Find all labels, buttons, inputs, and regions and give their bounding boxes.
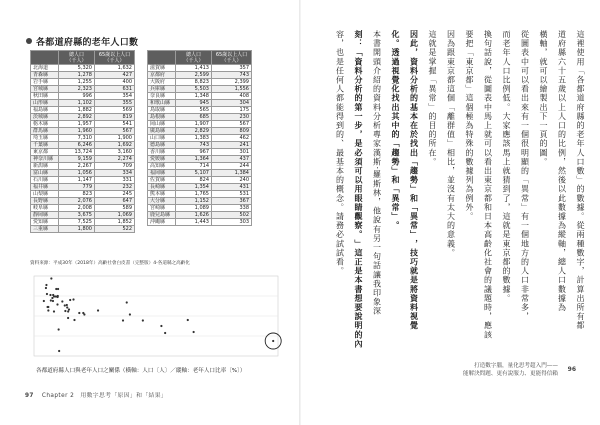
data-point [43, 300, 45, 302]
prefecture-name: 千葉縣 [31, 142, 59, 149]
elderly-population: 241 [212, 142, 252, 149]
data-point [64, 304, 66, 306]
text-column: 這裡使用「各都道府縣的老年人口數」的數據。從兩種數字，計算出所有都 [576, 30, 585, 331]
prefecture-name: 兵庫縣 [148, 86, 176, 93]
prefecture-name: 和歌山縣 [148, 100, 176, 107]
prefecture-name: 靜岡縣 [31, 212, 59, 219]
text-column: 因為跟東京都這個「離群值」相比，並沒有太大的意義。 [446, 30, 456, 258]
prefecture-name: 島根縣 [148, 114, 176, 121]
text-column: 換句話說，從圖表中馬上就可以看出東京都和日本高齡化社會的議題時，應該 [483, 30, 493, 340]
prefecture-name: 鹿兒島縣 [148, 212, 176, 219]
elderly-population: 331 [95, 177, 135, 184]
data-point [52, 300, 54, 302]
total-population: 2,892 [59, 114, 95, 121]
total-population: 2,076 [59, 198, 95, 205]
data-point [50, 277, 52, 279]
data-point [72, 298, 74, 300]
left-running-footer: Chapter 2 用數字思考「原因」和「結果」 [41, 393, 168, 399]
data-point [49, 294, 51, 296]
table-row [31, 114, 135, 121]
prefecture-name: 三重縣 [31, 226, 59, 233]
text-column: 橫軸，就可以繪製出下一頁的圖。 [539, 30, 548, 167]
total-population: 1,957 [59, 121, 95, 128]
data-point [51, 297, 53, 299]
elderly-population: 819 [95, 114, 135, 121]
table-row [148, 79, 252, 86]
prefecture-name: 大阪府 [148, 79, 176, 86]
total-population: 1,765 [176, 191, 212, 198]
elderly-population: 462 [212, 135, 252, 142]
data-point [122, 319, 124, 321]
prefecture-name: 鳥取縣 [148, 107, 176, 114]
right-page [300, 0, 600, 425]
total-population: 2,323 [59, 86, 95, 93]
table-row [31, 79, 135, 86]
table-row [31, 170, 135, 177]
total-population: 6,246 [59, 142, 95, 149]
data-point [45, 284, 47, 286]
total-population: 2,008 [59, 205, 95, 212]
table-row [148, 114, 252, 121]
data-point [53, 310, 55, 312]
prefecture-name: 愛媛縣 [148, 156, 176, 163]
elderly-population: 437 [212, 156, 252, 163]
elderly-population: 531 [212, 191, 252, 198]
text-column: 刻：「資料分析的第一步，是必須可以用眼睛觀察。」這正是本書想要說明的內 [354, 30, 363, 349]
elderly-population: 230 [212, 114, 252, 121]
text-column: 容，也是任何人都能得到的、最基本的概念。請務必試試看。 [335, 30, 345, 276]
elderly-population: 1,900 [95, 135, 135, 142]
total-population: 779 [59, 184, 95, 191]
table-row [148, 149, 252, 156]
elderly-population: 367 [212, 198, 252, 205]
table-row [31, 128, 135, 135]
header-elderly [95, 51, 135, 65]
elderly-population: 245 [95, 191, 135, 198]
table-row [148, 86, 252, 93]
data-point [73, 319, 75, 321]
table-row [148, 121, 252, 128]
header-unit: （千人） [221, 57, 242, 64]
prefecture-name: 廣島縣 [148, 128, 176, 135]
header-unit: （千人） [183, 57, 204, 64]
text-column: 從圖表中可以看出來有一個很明顯的「異常」有一個地方的人口非常多， [520, 30, 530, 322]
prefecture-name: 福井縣 [31, 184, 59, 191]
prefecture-name: 群馬縣 [31, 128, 59, 135]
prefecture-name: 福岡縣 [148, 170, 176, 177]
prefecture-name: 長崎縣 [148, 184, 176, 191]
header-total-label: 總人口 [68, 51, 84, 58]
total-population: 1,907 [176, 121, 212, 128]
data-point [82, 312, 84, 314]
prefecture-name: 富山縣 [31, 170, 59, 177]
prefecture-name: 宮城縣 [31, 86, 59, 93]
elderly-population: 809 [212, 128, 252, 135]
elderly-population: 334 [95, 170, 135, 177]
elderly-population: 240 [212, 177, 252, 184]
table-row [148, 142, 252, 149]
prefecture-name: 佐賀縣 [148, 177, 176, 184]
table-row [31, 205, 135, 212]
total-population: 9,159 [59, 156, 95, 163]
table-row [148, 219, 252, 226]
total-population: 945 [176, 100, 212, 107]
data-point [58, 350, 60, 352]
table-row [148, 65, 252, 72]
total-population: 1,626 [176, 212, 212, 219]
data-point [47, 306, 49, 308]
total-population: 2,599 [176, 72, 212, 79]
table-row [148, 184, 252, 191]
section-title [26, 35, 138, 48]
total-population: 1,960 [59, 128, 95, 135]
prefecture-name: 岐阜縣 [31, 205, 59, 212]
header-name [148, 51, 176, 65]
table-row [31, 72, 135, 79]
table-row [31, 86, 135, 93]
table-row [31, 191, 135, 198]
prefecture-name: 福島縣 [31, 107, 59, 114]
total-population: 1,152 [176, 198, 212, 205]
data-point [126, 301, 128, 303]
table-row [31, 149, 135, 156]
elderly-population: 427 [95, 72, 135, 79]
data-point [97, 309, 99, 311]
table-row [148, 100, 252, 107]
data-point [164, 332, 166, 334]
prefecture-name: 德島縣 [148, 142, 176, 149]
prefecture-name: 岩手縣 [31, 79, 59, 86]
data-point [160, 325, 162, 327]
text-column: 因此，資料分析的基本在於找出「趨勢」和「異常」，技巧就是將資料視覺 [409, 30, 419, 331]
elderly-population: 400 [95, 79, 135, 86]
elderly-population: 541 [95, 121, 135, 128]
data-point [66, 304, 68, 306]
elderly-population: 431 [212, 184, 252, 191]
prefecture-name: 栃木縣 [31, 121, 59, 128]
elderly-population: 1,632 [95, 65, 135, 72]
total-population: 714 [176, 163, 212, 170]
text-column: 道府縣六十五歲以上人口的比例，然後以此數據為縱軸，總人口數據為 [557, 30, 567, 313]
table-row [148, 170, 252, 177]
elderly-population: 2,399 [212, 79, 252, 86]
prefecture-name: 奈良縣 [148, 93, 176, 100]
elderly-population: 631 [95, 86, 135, 93]
data-point [129, 313, 131, 315]
table-row [31, 226, 135, 233]
prefecture-name: 岡山縣 [148, 121, 176, 128]
source-note: 資料來源：平成30年（2018年）高齡社會白皮書（完整版）4-各道縣之高齡化 [30, 261, 190, 266]
table-row [31, 107, 135, 114]
elderly-population: 303 [212, 219, 252, 226]
data-point [78, 312, 80, 314]
total-population: 1,089 [176, 205, 212, 212]
total-population: 685 [176, 114, 212, 121]
elderly-population: 567 [212, 121, 252, 128]
table-row [31, 184, 135, 191]
header-elderly-label: 65歲以上人口 [215, 51, 248, 58]
prefecture-name: 長野縣 [31, 198, 59, 205]
header-total [176, 51, 212, 65]
text-column: 而老年人口比例低。大家應該馬上就猜到了，這就是東京都的數據。 [502, 30, 511, 303]
elderly-population: 354 [95, 93, 135, 100]
total-population: 1,278 [59, 72, 95, 79]
prefecture-name: 山口縣 [148, 135, 176, 142]
total-population: 5,320 [59, 65, 95, 72]
elderly-population: 709 [95, 163, 135, 170]
total-population: 565 [176, 107, 212, 114]
data-point [61, 300, 63, 302]
right-running-header [463, 362, 558, 378]
right-page-number: 96 [567, 366, 576, 373]
total-population: 5,107 [176, 170, 212, 177]
prefecture-name: 秋田縣 [31, 93, 59, 100]
total-population: 1,255 [59, 79, 95, 86]
prefecture-name: 神奈川縣 [31, 156, 59, 163]
elderly-population: 743 [212, 72, 252, 79]
elderly-population: 408 [212, 93, 252, 100]
data-point [58, 328, 60, 330]
table-row [31, 156, 135, 163]
scatter-chart [16, 270, 286, 364]
data-point [272, 340, 274, 342]
total-population: 1,348 [176, 93, 212, 100]
elderly-population: 522 [95, 226, 135, 233]
table-row [31, 142, 135, 149]
table-row [31, 177, 135, 184]
table-row [31, 219, 135, 226]
prefecture-name: 熊本縣 [148, 191, 176, 198]
total-population: 1,443 [176, 219, 212, 226]
table-row [148, 177, 252, 184]
prefecture-name: 高知縣 [148, 163, 176, 170]
total-population: 1,056 [59, 170, 95, 177]
total-population: 1,413 [176, 65, 212, 72]
total-population: 1,102 [59, 100, 95, 107]
total-population: 1,882 [59, 107, 95, 114]
total-population: 824 [176, 177, 212, 184]
total-population: 2,829 [176, 128, 212, 135]
running-head-line-2: 能解決問題、更有說服力、更能得信賴 [462, 371, 558, 377]
elderly-population: 244 [212, 163, 252, 170]
table-row [148, 156, 252, 163]
prefecture-name: 香川縣 [148, 149, 176, 156]
total-population: 1,800 [59, 226, 95, 233]
table-row [31, 212, 135, 219]
elderly-population: 567 [95, 128, 135, 135]
left-page-number: 97 [25, 393, 34, 399]
elderly-population: 232 [95, 184, 135, 191]
elderly-population: 589 [95, 205, 135, 212]
total-population: 1,383 [176, 135, 212, 142]
total-population: 7,525 [59, 219, 95, 226]
table-row [31, 198, 135, 205]
prefecture-name: 愛知縣 [31, 219, 59, 226]
prefecture-name: 山梨縣 [31, 191, 59, 198]
prefecture-name: 埼玉縣 [31, 135, 59, 142]
data-point [53, 295, 55, 297]
prefecture-name: 石川縣 [31, 177, 59, 184]
data-point [187, 319, 189, 321]
running-head-line-1: 打造數字腦，量化思考超入門—— [474, 363, 558, 369]
text-column: 這就是掌握「異常」的目的所在。 [428, 30, 437, 167]
bullet-icon [26, 38, 32, 44]
prefecture-table-right [147, 50, 252, 226]
prefecture-name: 青森縣 [31, 72, 59, 79]
header-elderly-label: 65歲以上人口 [98, 51, 131, 58]
elderly-population: 1,384 [212, 170, 252, 177]
elderly-population: 175 [212, 107, 252, 114]
data-point [47, 309, 49, 311]
prefecture-name: 北海道 [31, 65, 59, 72]
total-population: 1,147 [59, 177, 95, 184]
elderly-population: 2,274 [95, 156, 135, 163]
prefecture-name: 大分縣 [148, 198, 176, 205]
elderly-population: 502 [212, 212, 252, 219]
table-row [31, 163, 135, 170]
table-row [148, 191, 252, 198]
header-unit: （千人） [66, 57, 87, 64]
table-row [148, 128, 252, 135]
elderly-population: 647 [95, 198, 135, 205]
header-total-label: 總人口 [185, 51, 201, 58]
elderly-population: 301 [212, 149, 252, 156]
total-population: 1,354 [176, 184, 212, 191]
table-row [31, 65, 135, 72]
total-population: 1,364 [176, 156, 212, 163]
header-total [59, 51, 95, 65]
data-point [56, 296, 58, 298]
elderly-population: 355 [95, 100, 135, 107]
total-population: 743 [176, 142, 212, 149]
prefecture-name: 宮崎縣 [148, 205, 176, 212]
prefecture-table-left [30, 50, 135, 233]
total-population: 7,310 [59, 135, 95, 142]
prefecture-name: 沖繩縣 [148, 219, 176, 226]
total-population: 8,823 [176, 79, 212, 86]
table-row [148, 205, 252, 212]
prefecture-name: 東京都 [31, 149, 59, 156]
text-column: 要把「東京都」這個極為特殊的數據列為例外。 [465, 30, 474, 222]
data-point [50, 299, 52, 301]
text-column: 本書開頭介紹的資料分析專家漢斯‧羅斯林，他說有另一句話讓我印象深 [372, 30, 382, 316]
elderly-population: 357 [212, 65, 252, 72]
data-point [46, 293, 48, 295]
elderly-population: 1,692 [95, 142, 135, 149]
total-population: 996 [59, 93, 95, 100]
elderly-population: 3,160 [95, 149, 135, 156]
data-point [67, 317, 69, 319]
data-point [66, 306, 68, 308]
header-name [31, 51, 59, 65]
data-point [193, 331, 195, 333]
total-population: 13,724 [59, 149, 95, 156]
total-population: 3,675 [59, 212, 95, 219]
data-point [68, 308, 70, 310]
text-column: 化。透過視覺化找出其中的「趨勢」和「異常」。 [391, 30, 400, 231]
chart-caption: 各都道府縣人口與老年人口之關係（橫軸：人口〔人〕／縱軸：老年人口比率〔%〕） [36, 368, 246, 374]
elderly-population: 304 [212, 100, 252, 107]
total-population: 2,267 [59, 163, 95, 170]
data-point [56, 303, 58, 305]
total-population: 823 [59, 191, 95, 198]
data-point [142, 319, 144, 321]
elderly-population: 569 [95, 107, 135, 114]
total-population: 967 [176, 149, 212, 156]
vertical-body-text [318, 30, 583, 350]
table-row [31, 121, 135, 128]
table-row [31, 93, 135, 100]
prefecture-name: 京都府 [148, 72, 176, 79]
header-unit: （千人） [104, 57, 125, 64]
table-row [148, 198, 252, 205]
elderly-population: 1,556 [212, 86, 252, 93]
header-elderly [212, 51, 252, 65]
elderly-population: 1,852 [95, 219, 135, 226]
left-footer [25, 390, 167, 399]
data-point [57, 288, 59, 290]
table-row [148, 135, 252, 142]
table-row [148, 212, 252, 219]
data-point [67, 310, 69, 312]
total-population: 5,503 [176, 86, 212, 93]
prefecture-name: 新潟縣 [31, 163, 59, 170]
prefecture-name: 山形縣 [31, 100, 59, 107]
elderly-population: 338 [212, 205, 252, 212]
table-row [31, 135, 135, 142]
table-row [148, 107, 252, 114]
section-title-text: 各都道府縣的老年人口數 [36, 38, 139, 48]
table-row [148, 72, 252, 79]
table-row [148, 93, 252, 100]
elderly-population: 1,069 [95, 212, 135, 219]
prefecture-name: 茨城縣 [31, 114, 59, 121]
prefecture-name: 滋賀縣 [148, 65, 176, 72]
data-point [69, 299, 71, 301]
data-point [64, 310, 66, 312]
data-point [45, 287, 47, 289]
table-row [148, 163, 252, 170]
table-row [31, 100, 135, 107]
